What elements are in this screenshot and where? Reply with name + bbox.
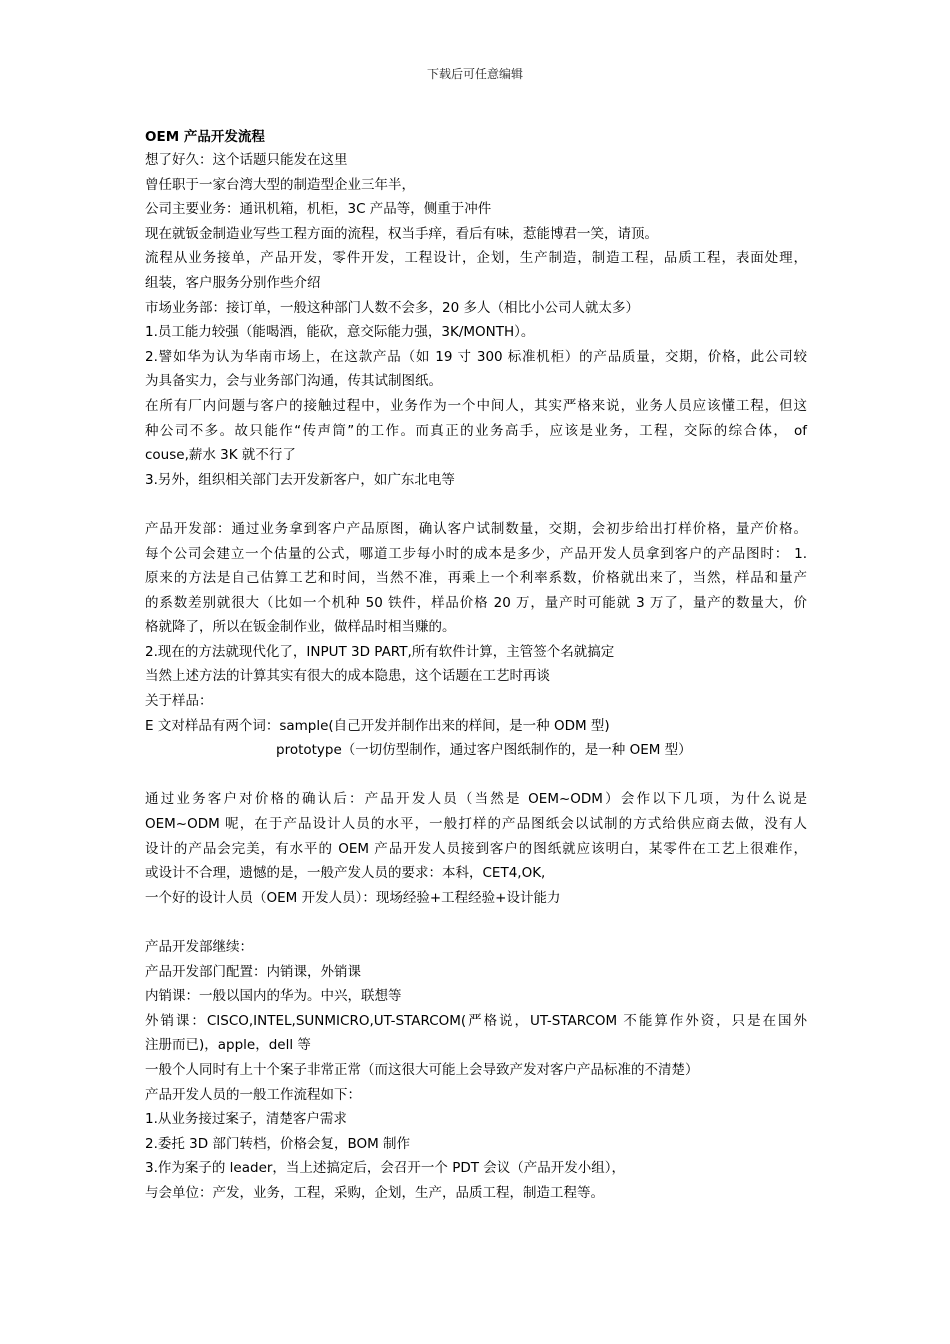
text-line: 产品开发人员的一般工作流程如下： <box>145 1086 361 1103</box>
text-line: 想了好久：这个话题只能发在这里 <box>145 152 348 168</box>
text-line: 2.现在的方法就现代化了，INPUT 3D PART,所有软件计算，主管签个名就搞定 <box>145 643 615 660</box>
text-line: 或设计不合理，遗憾的是，一般产发人员的要求：本科，CET4,OK, <box>145 865 546 882</box>
text-line: 3.另外，组织相关部门去开发新客户，如广东北电等 <box>145 471 455 488</box>
text-line: OEM~ODM 呢，在于产品设计人员的水平，一般打样的产品图纸会以试制的方式给供应商去做，没有人 <box>145 816 807 833</box>
blank-line <box>145 763 807 788</box>
text-line: E 文对样品有两个词：sample(自己开发并制作出来的样间，是一种 ODM 型) <box>145 717 610 734</box>
text-line: 公司主要业务：通讯机箱，机柜，3C 产品等，侧重于冲件 <box>145 201 492 218</box>
text-line: 关于样品： <box>145 693 213 710</box>
text-line: 2.委托 3D 部门转档，价格会复，BOM 制作 <box>145 1135 411 1152</box>
blank-line <box>145 910 807 935</box>
text-line: 与会单位：产发，业务，工程，采购，企划，生产，品质工程，制造工程等。 <box>145 1184 604 1201</box>
page-header: 下载后可任意编辑 <box>426 67 523 81</box>
text-line: 2.譬如华为认为华南市场上，在这款产品（如 19 寸 300 标准机柜）的产品质量，交期，价格，此公司较 <box>145 348 807 365</box>
text-line: 流程从业务接单，产品开发，零件开发，工程设计，企划，生产制造，制造工程，品质工程，表面处理， <box>145 250 807 267</box>
text-line: 格就降了，所以在钣金制作业，做样品时相当赚的。 <box>145 619 456 636</box>
text-line: 为具备实力，会与业务部门沟通，传其试制图纸。 <box>145 373 442 390</box>
text-line: 市场业务部：接订单，一般这种部门人数不会多，20 多人（相比小公司人就太多） <box>145 299 639 316</box>
text-line: 1.员工能力较强（能喝酒，能砍，意交际能力强，3K/MONTH）。 <box>145 324 535 341</box>
document-body <box>145 126 807 1206</box>
text-line: couse,薪水 3K 就不行了 <box>145 447 296 464</box>
text-line: 1.从业务接过案子，清楚客户需求 <box>145 1111 347 1128</box>
text-line: 当然上述方法的计算其实有很大的成本隐患，这个话题在工艺时再谈 <box>145 668 550 685</box>
text-line: 内销课：一般以国内的华为。中兴，联想等 <box>145 988 402 1005</box>
text-line: 原来的方法是自己估算工艺和时间，当然不准，再乘上一个利率系数，价格就出来了，当然，样品和量产 <box>145 570 807 587</box>
text-line: 的系数差别就很大（比如一个机种 50 铁件，样品价格 20 万，量产时可能就 3 万了，量产的数量大，价 <box>145 594 807 611</box>
text-line: 注册而已)，apple，dell 等 <box>145 1037 311 1054</box>
text-line: 每个公司会建立一个估量的公式，哪道工步每小时的成本是多少，产品开发人员拿到客户的产品图时： 1. <box>145 545 807 562</box>
text-line: 外销课：CISCO,INTEL,SUNMICRO,UT-STARCOM(严格说，UT-STARCOM 不能算作外资，只是在国外 <box>145 1012 807 1029</box>
blank-line <box>145 492 807 517</box>
text-line: 种公司不多。故只能作“传声筒”的工作。而真正的业务高手，应该是业务，工程，交际的综合体， of <box>145 422 807 439</box>
text-line: 一个好的设计人员（OEM 开发人员）：现场经验+工程经验+设计能力 <box>145 889 561 906</box>
text-line: 在所有厂内问题与客户的接触过程中，业务作为一个中间人，其实严格来说，业务人员应该懂工程，但这 <box>145 397 807 414</box>
text-line: 产品开发部门配置：内销课，外销课 <box>145 963 361 980</box>
text-line: 曾任职于一家台湾大型的制造型企业三年半， <box>145 176 415 193</box>
text-line: 3.作为案子的 leader，当上述搞定后，会召开一个 PDT 会议（产品开发小组）， <box>145 1160 626 1177</box>
text-line: 设计的产品会完美，有水平的 OEM 产品开发人员接到客户的图纸就应该明白，某零件在工艺上很难作， <box>145 840 807 857</box>
text-line: 组装，客户服务分别作些介绍 <box>145 274 321 291</box>
text-line: 产品开发部继续： <box>145 939 253 955</box>
text-line: prototype（一切仿型制作，通过客户图纸制作的，是一种 OEM 型） <box>276 742 692 759</box>
text-line: 现在就钣金制造业写些工程方面的流程，权当手痒，看后有味，惹能博君一笑，请顶。 <box>145 225 658 242</box>
text-line: 产品开发部：通过业务拿到客户产品原图，确认客户试制数量，交期，会初步给出打样价格，量产价格。 <box>145 520 807 537</box>
text-line: 通过业务客户对价格的确认后：产品开发人员（当然是 OEM~ODM）会作以下几项，为什么说是 <box>145 791 807 808</box>
document-title: OEM 产品开发流程 <box>145 129 265 145</box>
text-line: 一般个人同时有上十个案子非常正常（而这很大可能上会导致产发对客户产品标准的不清楚） <box>145 1061 699 1078</box>
